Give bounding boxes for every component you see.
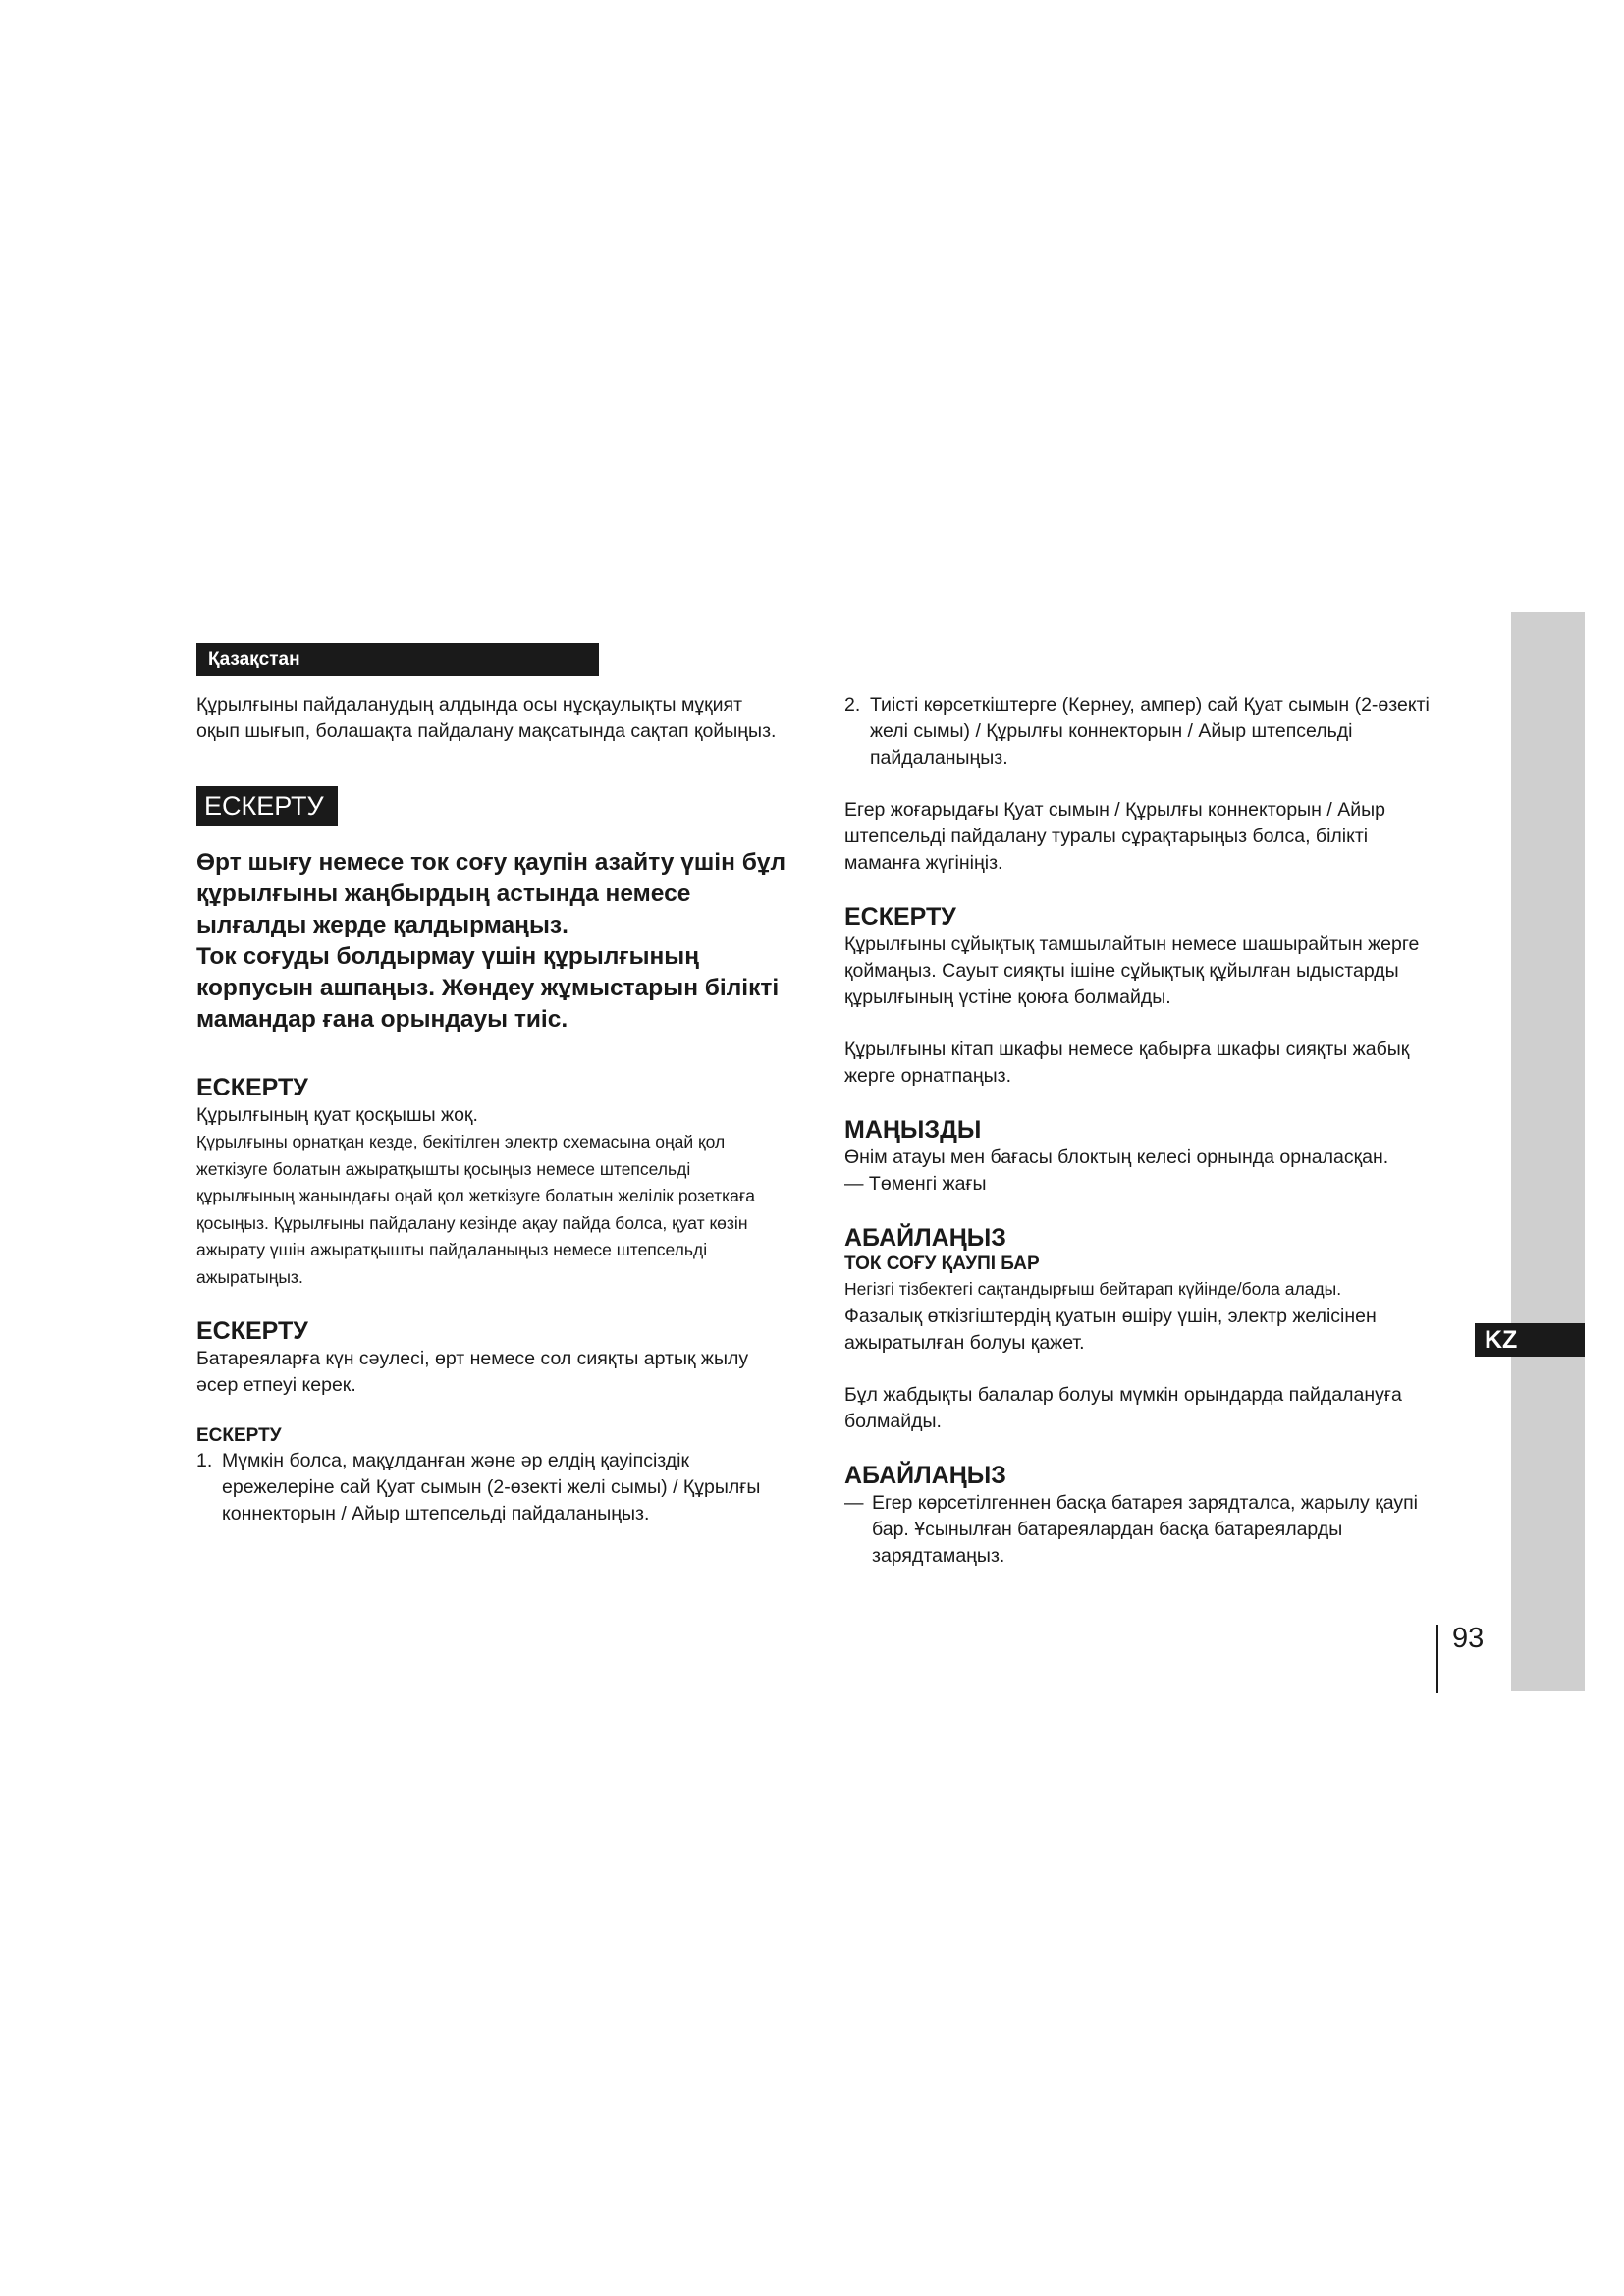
section-heading: ЕСКЕРТУ — [844, 903, 956, 931]
numbered-list — [844, 692, 1445, 772]
section-heading: АБАЙЛАҢЫЗ — [844, 1224, 1006, 1252]
paragraph: Егер жоғарыдағы Қуат сымын / Құрылғы коннекторын / Айыр штепсельді пайдалану туралы сұрақтарыңыз болса, білікті маманға жүгініңіз. — [844, 799, 1385, 874]
intro-text: Құрылғыны пайдаланудың алдында осы нұсқаулықты мұқият оқып шығып, болашақта пайдалану мақсатында сақтап қойыңыз. — [196, 694, 777, 742]
page-number: 93 — [1436, 1625, 1484, 1693]
section-text: Бұл жабдықты балалар болуы мүмкін орындарда пайдалануға болмайды. — [844, 1383, 1402, 1432]
list-item-text: Тиісті көрсеткіштерге (Кернеу, ампер) сай Қуат сымын (2-өзекті желі сымы) / Құрылғы коннекторын / Айыр штепсельді пайдаланыңыз. — [870, 694, 1430, 769]
section-heading: ЕСКЕРТУ — [196, 1317, 308, 1345]
warning-bold-text-2: Ток соғуды болдырмау үшін құрылғының корпусын ашпаңыз. Жөндеу жұмыстарын білікті мамандар ғана орындауы тиіс. — [196, 943, 780, 1033]
section-text: Құрылғыны орнатқан кезде, бекітілген электр схемасына оңай қол жеткізуге болатын ажыратқышты қосыңыз немесе штепсельді құрылғының жанындағы оңай қол жеткізуге болатын желілік розеткаға қосыңыз. Құрылғыны пайдалану кезінде ақау пайда болса, қуат көзін ажырату үшін ажыратқышты пайдаланыңыз немесе штепсельді ажыратыңыз. — [196, 1132, 755, 1287]
section-heading: АБАЙЛАҢЫЗ — [844, 1461, 1006, 1489]
list-item-text: Мүмкін болса, мақұлданған және әр елдің қауіпсіздік ережелеріне сай Қуат сымын (2-өзекті желі сымы) / Құрылғы коннекторын / Айыр штепсельді пайдаланыңыз. — [222, 1450, 761, 1524]
section-text: Фазалық өткізгіштердің қуатын өшіру үшін, электр желісінен ажыратылған болуы қажет. — [844, 1305, 1377, 1354]
section-text: Батареяларға күн сәулесі, өрт немесе сол сияқты артық жылу әсер етпеуі керек. — [196, 1348, 749, 1396]
list-item-number: 1. — [196, 1450, 213, 1471]
dash-item-text: Егер көрсетілгеннен басқа батарея зарядталса, жарылу қаупі бар. Ұсынылған батареялардан басқа батареяларды зарядтамаңыз. — [872, 1491, 1418, 1567]
dash-list-item — [844, 1490, 1445, 1570]
section-text: Негізгі тізбектегі сақтандырғыш бейтарап күйінде/бола алады. — [844, 1279, 1342, 1299]
section-text: Өнім атауы мен бағасы блоктың келесі орнында орналасқан. — [844, 1147, 1389, 1168]
list-item-number: 2. — [844, 694, 861, 716]
list-item — [844, 692, 1445, 772]
section-heading: ЕСКЕРТУ — [196, 1074, 308, 1101]
dash-marker: — — [844, 1491, 864, 1514]
left-column — [196, 692, 790, 1527]
section-heading: МАҢЫЗДЫ — [844, 1116, 982, 1144]
language-header: Қазақстан — [196, 643, 599, 676]
warning-label: ЕСКЕРТУ — [196, 786, 338, 826]
right-column — [844, 692, 1445, 1570]
section-line: Құрылғының қуат қосқышы жоқ. — [196, 1104, 478, 1126]
section-subheading: ТОК СОҒУ ҚАУПІ БАР — [844, 1254, 1040, 1274]
section-text: Құрылғыны сұйықтық тамшылайтын немесе шашырайтын жерге қоймаңыз. Сауыт сияқты ішіне сұйықтық құйылған ыдыстарды құрылғының үстіне қоюға болмайды. — [844, 934, 1420, 1008]
numbered-list — [196, 1448, 790, 1527]
section-heading: ЕСКЕРТУ — [196, 1425, 282, 1446]
side-thumb-bar — [1511, 612, 1585, 1691]
language-tab-kz: KZ — [1475, 1323, 1585, 1357]
dash-line: — Төменгі жағы — [844, 1173, 987, 1195]
list-item — [196, 1448, 790, 1527]
section-text: Құрылғыны кітап шкафы немесе қабырға шкафы сияқты жабық жерге орнатпаңыз. — [844, 1039, 1410, 1087]
warning-bold-text-1: Өрт шығу немесе ток соғу қаупін азайту үшін бұл құрылғыны жаңбырдың астында немесе ылғалды жерде қалдырмаңыз. — [196, 849, 786, 938]
